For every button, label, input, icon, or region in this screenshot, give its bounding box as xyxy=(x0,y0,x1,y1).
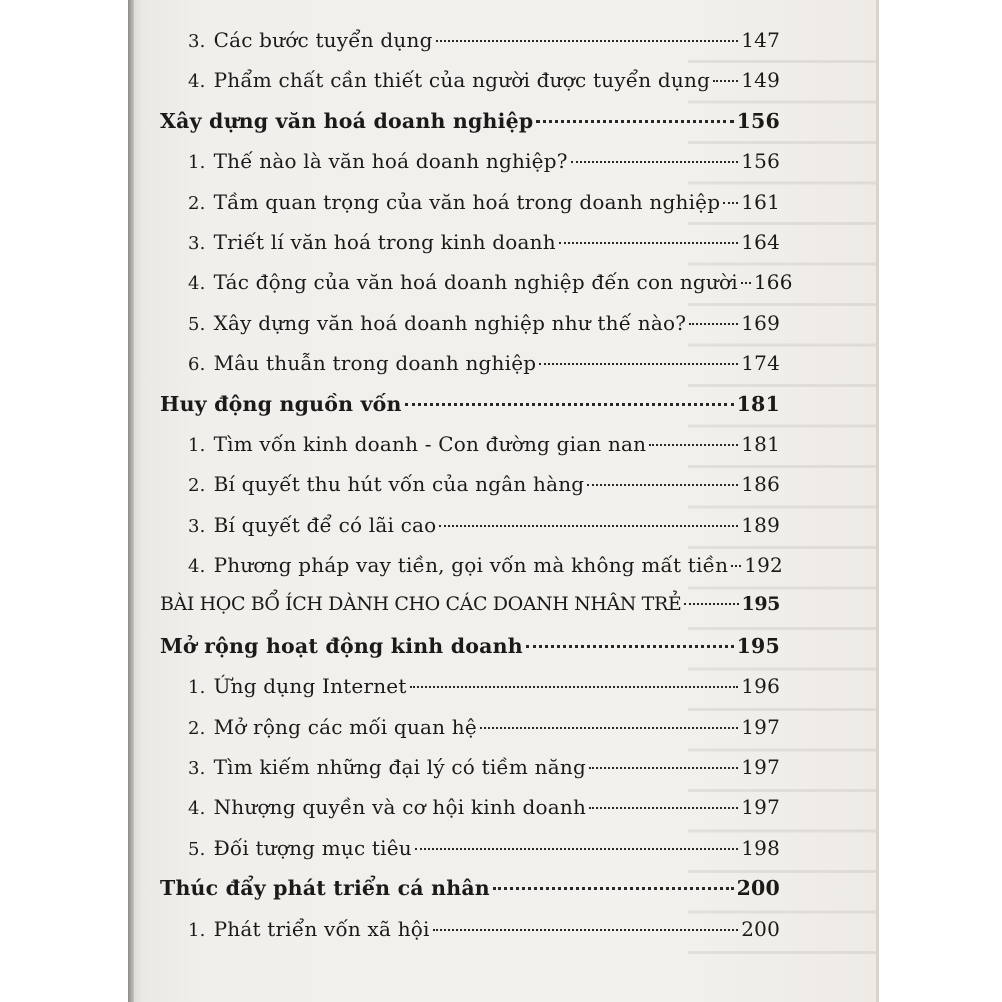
toc-entry xyxy=(160,795,780,835)
toc-entry-title: Mâu thuẫn trong doanh nghiệp xyxy=(213,351,537,376)
toc-entry xyxy=(160,755,780,795)
toc-entry-number: 3. xyxy=(188,758,206,780)
dot-leader xyxy=(405,403,734,406)
toc-entry-title: Thúc đẩy phát triển cá nhân xyxy=(160,876,490,901)
dot-leader xyxy=(439,525,738,527)
toc-entry xyxy=(160,351,780,391)
toc-page-number: 196 xyxy=(741,674,780,699)
toc-page-number: 195 xyxy=(741,593,780,616)
toc-entry-title: Tìm kiếm những đại lý có tiềm năng xyxy=(213,755,586,780)
dot-leader xyxy=(436,40,739,42)
toc-page-number: 200 xyxy=(741,916,780,941)
toc-entry-title: Tìm vốn kinh doanh - Con đường gian nan xyxy=(213,431,647,456)
toc-page-number: 156 xyxy=(736,108,780,133)
toc-section-heading xyxy=(160,876,780,916)
toc-entry-number: 4. xyxy=(188,71,206,93)
toc-page-number: 198 xyxy=(741,835,780,860)
dot-leader xyxy=(480,727,738,729)
toc-entry-number: 3. xyxy=(188,232,206,254)
dot-leader xyxy=(684,603,738,605)
toc-entry-title: Bí quyết thu hút vốn của ngân hàng xyxy=(213,472,585,497)
toc-entry-title: Thế nào là văn hoá doanh nghiệp? xyxy=(213,149,568,174)
toc-section-heading xyxy=(160,634,780,674)
toc-entry-title: Ứng dụng Internet xyxy=(213,674,407,699)
dot-leader xyxy=(433,929,739,931)
toc-entry xyxy=(160,513,780,553)
toc-page-number: 174 xyxy=(741,351,780,376)
page-edge xyxy=(876,0,879,1002)
toc-entry-title: BÀI HỌC BỔ ÍCH DÀNH CHO CÁC DOANH NHÂN TRẺ xyxy=(160,593,682,616)
toc-page-number: 169 xyxy=(741,310,780,335)
toc-entry-number: 3. xyxy=(188,31,206,52)
toc-section-heading xyxy=(160,392,780,432)
dot-leader xyxy=(571,161,739,163)
book-binding xyxy=(128,0,134,1002)
toc-page-number: 197 xyxy=(741,795,780,820)
dot-leader xyxy=(526,645,734,648)
dot-leader xyxy=(713,80,738,82)
toc-entry-number: 5. xyxy=(188,313,206,335)
toc-section-heading xyxy=(160,109,780,149)
toc-entry-title: Tác động của văn hoá doanh nghiệp đến con người xyxy=(213,270,738,295)
toc-page-number: 149 xyxy=(741,68,780,93)
toc-entry-title: Xây dựng văn hoá doanh nghiệp xyxy=(160,108,534,133)
toc-page-number: 181 xyxy=(741,431,780,456)
dot-leader xyxy=(731,565,741,567)
toc-entry-title: Bí quyết để có lãi cao xyxy=(213,512,437,537)
toc-entry xyxy=(160,553,783,593)
dot-leader xyxy=(689,323,738,325)
toc-entry-number: 4. xyxy=(188,273,206,295)
dot-leader xyxy=(589,767,738,769)
toc-page-number: 200 xyxy=(736,876,780,901)
toc-entry-title: Phát triển vốn xã hội xyxy=(213,916,430,941)
toc-entry xyxy=(160,836,780,876)
toc-page-number: 166 xyxy=(753,270,793,295)
toc-entry-number: 2. xyxy=(188,475,206,497)
dot-leader xyxy=(723,202,738,204)
toc-page-number: 189 xyxy=(741,512,780,537)
toc-entry-number: 6. xyxy=(188,354,206,376)
toc-entry-number: 4. xyxy=(188,556,206,578)
toc-entry-number: 5. xyxy=(188,838,206,860)
toc-page-number: 181 xyxy=(736,391,780,416)
toc-entry-number: 4. xyxy=(188,798,206,820)
toc-page-number: 192 xyxy=(744,553,783,578)
toc-page-number: 195 xyxy=(736,633,780,658)
toc-page-number: 197 xyxy=(741,755,780,780)
toc-entry-number: 1. xyxy=(188,919,206,941)
toc-entry xyxy=(160,149,780,189)
toc-entry-title: Triết lí văn hoá trong kinh doanh xyxy=(213,229,556,254)
toc-page-number: 186 xyxy=(741,472,780,497)
dot-leader xyxy=(741,282,751,284)
toc-entry xyxy=(160,472,780,512)
toc-entry-title: Mở rộng các mối quan hệ xyxy=(213,714,477,739)
toc-entry-number: 3. xyxy=(188,515,206,537)
dot-leader xyxy=(649,444,738,446)
toc-entry xyxy=(160,230,780,270)
toc-page-number: 161 xyxy=(741,189,780,214)
toc-entry-title: Huy động nguồn vốn xyxy=(160,391,402,416)
toc-entry-number: 1. xyxy=(188,434,206,456)
toc-entry-title: Đối tượng mục tiêu xyxy=(213,835,412,860)
toc-entry-title: Xây dựng văn hoá doanh nghiệp như thế nào? xyxy=(213,310,687,335)
toc-entry-title: Mở rộng hoạt động kinh doanh xyxy=(160,633,523,658)
toc-entry-number: 1. xyxy=(188,677,206,699)
dot-leader xyxy=(587,484,738,486)
toc-entry xyxy=(160,270,793,310)
dot-leader xyxy=(493,887,734,890)
toc-entry-number: 2. xyxy=(188,192,206,214)
toc-entry xyxy=(160,674,780,714)
toc-entry xyxy=(160,311,780,351)
dot-leader xyxy=(539,363,738,365)
toc-page-number: 197 xyxy=(741,714,780,739)
toc-entry xyxy=(160,68,780,108)
dot-leader xyxy=(415,848,738,850)
table-of-contents xyxy=(160,28,793,957)
dot-leader xyxy=(536,120,733,123)
toc-page-number: 156 xyxy=(741,149,780,174)
toc-entry-title: Phương pháp vay tiền, gọi vốn mà không mất tiền xyxy=(213,553,729,578)
dot-leader xyxy=(559,242,738,244)
toc-entry xyxy=(160,715,780,755)
dot-leader xyxy=(410,686,739,688)
toc-part-heading xyxy=(160,593,780,633)
toc-entry xyxy=(160,190,780,230)
toc-entry-title: Các bước tuyển dụng xyxy=(213,28,433,52)
toc-entry-number: 1. xyxy=(188,152,206,174)
toc-entry xyxy=(160,917,780,957)
toc-entry-number: 2. xyxy=(188,717,206,739)
dot-leader xyxy=(589,807,738,809)
toc-entry-title: Tầm quan trọng của văn hoá trong doanh nghiệp xyxy=(213,189,721,214)
toc-page-number: 147 xyxy=(741,28,780,52)
toc-entry xyxy=(160,28,780,68)
toc-entry-title: Nhượng quyền và cơ hội kinh doanh xyxy=(213,795,587,820)
toc-entry xyxy=(160,432,780,472)
toc-entry-title: Phẩm chất cần thiết của người được tuyển dụng xyxy=(213,68,711,93)
toc-page-number: 164 xyxy=(741,229,780,254)
